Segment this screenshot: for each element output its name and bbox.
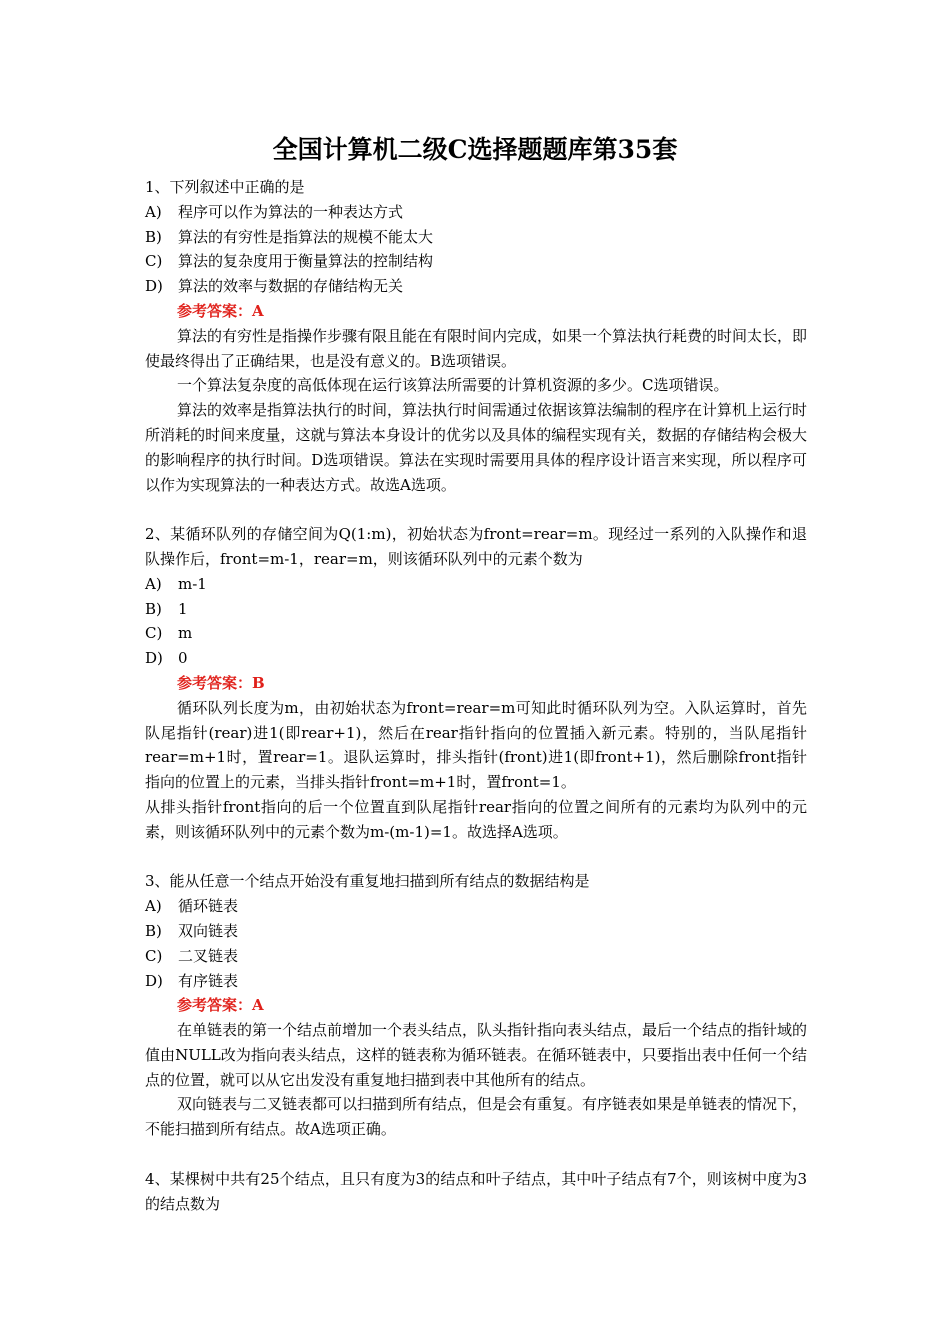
option-c: C) 二叉链表 xyxy=(145,946,239,965)
explanation-paragraph: 循环队列长度为m，由初始状态为front=rear=m可知此时循环队列为空。入队运算时，首先队尾指针(rear)进1(即rear+1)，然后在rear指针指向的位置插入新元素。特别的，当队尾指针rear=m+1时，置rear=1。退队运算时，排头指针(front)进1(即front+1)，然后删除front指针指向的位置上的元素，当排头指针front=m+1时，置front=1。 xyxy=(145,698,807,792)
option-d: D) 有序链表 xyxy=(145,971,239,990)
page-title: 全国计算机二级C选择题题库第35套 xyxy=(272,135,678,164)
question-stem: 4、某棵树中共有25个结点，且只有度为3的结点和叶子结点，其中叶子结点有7个，则该树中度为3的结点数为 xyxy=(145,1169,807,1213)
answer-label: 参考答案：A xyxy=(177,301,264,320)
explanation-paragraph: 从排头指针front指向的后一个位置直到队尾指针rear指向的位置之间所有的元素均为队列中的元素，则该循环队列中的元素个数为m-(m-1)=1。故选择A选项。 xyxy=(145,797,807,841)
option-b: B) 双向链表 xyxy=(145,921,239,940)
explanation-paragraph: 双向链表与二叉链表都可以扫描到所有结点，但是会有重复。有序链表如果是单链表的情况下，不能扫描到所有结点。故A选项正确。 xyxy=(145,1095,808,1139)
answer-label: 参考答案：A xyxy=(177,996,264,1015)
explanation-paragraph: 一个算法复杂度的高低体现在运行该算法所需要的计算机资源的多少。C选项错误。 xyxy=(177,376,729,395)
question-stem: 3、能从任意一个结点开始没有重复地扫描到所有结点的数据结构是 xyxy=(145,872,590,891)
question-3 xyxy=(145,869,807,1142)
explanation-paragraph: 算法的有穷性是指操作步骤有限且能在有限时间内完成，如果一个算法执行耗费的时间太长，即使最终得出了正确结果，也是没有意义的。B选项错误。 xyxy=(145,326,808,370)
answer-label: 参考答案：B xyxy=(177,673,265,692)
option-a: A) 循环链表 xyxy=(145,897,239,916)
option-b: B) 1 xyxy=(145,599,188,618)
question-list xyxy=(145,175,807,1216)
question-2 xyxy=(145,522,807,844)
option-c: C) 算法的复杂度用于衡量算法的控制结构 xyxy=(145,252,434,271)
option-c: C) m xyxy=(145,624,193,643)
option-a: A) m-1 xyxy=(145,574,207,593)
question-1 xyxy=(145,175,807,497)
explanation-paragraph: 算法的效率是指算法执行的时间，算法执行时间需通过依据该算法编制的程序在计算机上运行时所消耗的时间来度量，这就与算法本身设计的优劣以及具体的编程实现有关，数据的存储结构会极大的影响程序的执行时间。D选项错误。算法在实现时需要用具体的程序设计语言来实现，所以程序可以作为实现算法的一种表达方式。故选A选项。 xyxy=(145,401,808,494)
question-4 xyxy=(145,1167,807,1217)
option-d: D) 算法的效率与数据的存储结构无关 xyxy=(145,277,404,296)
option-b: B) 算法的有穷性是指算法的规模不能太大 xyxy=(145,227,434,246)
question-stem: 2、某循环队列的存储空间为Q(1:m)，初始状态为front=rear=m。现经过一系列的入队操作和退队操作后，front=m-1，rear=m，则该循环队列中的元素个数为 xyxy=(145,525,807,568)
option-a: A) 程序可以作为算法的一种表达方式 xyxy=(145,202,404,221)
option-d: D) 0 xyxy=(145,649,188,668)
explanation-paragraph: 在单链表的第一个结点前增加一个表头结点，队头指针指向表头结点，最后一个结点的指针域的值由NULL改为指向表头结点，这样的链表称为循环链表。在循环链表中，只要指出表中任何一个结点的位置，就可以从它出发没有重复地扫描到表中其他所有的结点。 xyxy=(145,1021,808,1089)
question-stem: 1、下列叙述中正确的是 xyxy=(145,178,305,196)
